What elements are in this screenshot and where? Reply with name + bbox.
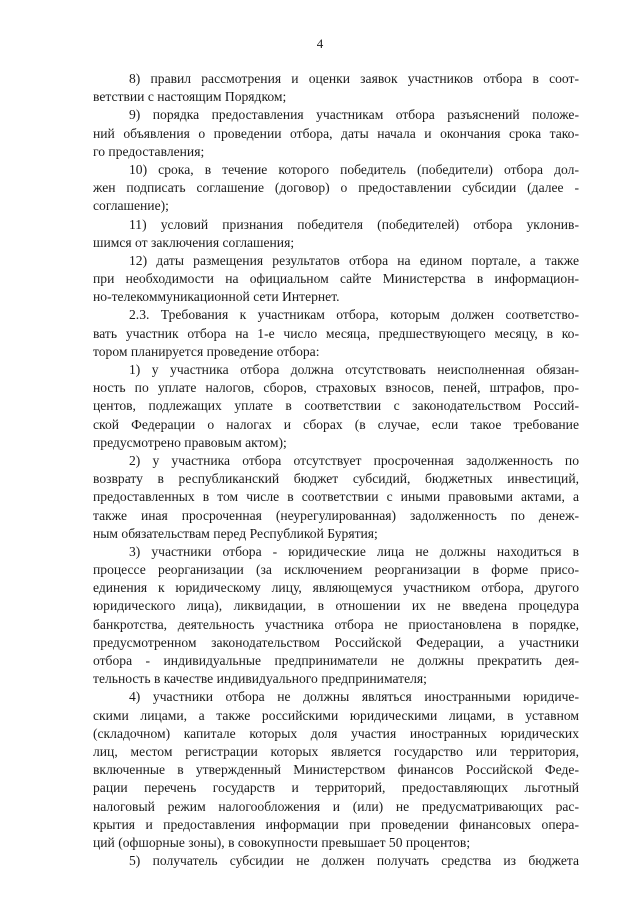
text-line: жен подписать соглашение (договор) о предоставлении субсидии (далее - [93,180,579,196]
text-line: 8) правил рассмотрения и оценки заявок участников отбора в соот- [129,71,579,86]
text-line: 1) у участника отбора должна отсутствовать неисполненная обязан- [129,362,579,377]
text-line: рации перечень государств и территорий, предоставляющих льготный [93,780,579,796]
text-line: налоговый режим налогообложения и (или) не предусматривающих рас- [93,798,579,814]
page-number: 4 [316,36,324,51]
text-line: крытия и предоставления информации при проведении финансовых опера- [93,816,579,832]
text-line: ным обязательствам перед Республикой Бурятия; [93,525,378,541]
text-line: 12) даты размещения результатов отбора на едином портале, а также [129,252,579,268]
text-line: ций (офшорные зоны), в совокупности превышает 50 процентов; [93,834,471,850]
text-line: при необходимости на официальном сайте Министерства в информацион- [93,271,579,287]
text-line: центов, подлежащих уплате в соответствии с законодательством Россий- [93,398,579,414]
text-line: ской Федерации о налогах и сборах (в случае, если такое требование [93,416,579,432]
text-line: банкротства, деятельность участника отбора не приостановлена в порядке, [93,616,579,632]
text-line: предоставленных в том числе в соответствии с иными правовыми актами, а [93,489,579,505]
text-line: но-телекоммуникационной сети Интернет. [93,289,340,305]
text-line: 11) условий признания победителя (победителей) отбора уклонив- [129,216,579,232]
text-line: лиц, местом регистрации которых является государство или территория, [93,743,579,759]
text-line: ний объявления о проведении отбора, даты начала и окончания срока тако- [93,125,579,141]
text-line: ность по уплате налогов, сборов, страховых взносов, пеней, штрафов, про- [93,380,579,396]
text-line: 2.3. Требования к участникам отбора, которым должен соответство- [129,307,579,323]
text-line: 3) участники отбора - юридические лица не должны находиться в [129,543,579,559]
text-line: 4) участники отбора не должны являться иностранными юридиче- [129,689,579,705]
text-line: го предоставления; [93,143,205,159]
text-line: ветствии с настоящим Порядком; [93,89,287,105]
text-line: 2) у участника отбора отсутствует просроченная задолженность по [129,452,579,468]
text-line: тельность в качестве индивидуального предпринимателя; [93,671,427,687]
text-line: возврату в республиканский бюджет субсидий, бюджетных инвестиций, [93,471,579,487]
text-line: тором планируется проведение отбора: [93,343,320,359]
text-line: также иная просроченная (неурегулированная) задолженность по денеж- [93,507,579,523]
text-line: 9) порядка предоставления участникам отбора разъяснений положе- [129,107,579,123]
text-line: процессе реорганизации (за исключением реорганизации в форме присо- [93,562,579,578]
text-line: скими лицами, а также российскими юридическими лицами, в уставном [93,707,579,723]
text-line: предусмотренном законодательством Российской Федерации, а участники [93,634,579,650]
text-line: юридического лица), ликвидации, в отношении их не введена процедура [93,598,579,614]
text-line: шимся от заключения соглашения; [93,234,295,250]
text-line: единения к юридическому лицу, являющемуся участником отбора, другого [93,580,579,596]
document-body [93,70,579,870]
text-line: соглашение); [93,198,169,214]
text-line: 10) срока, в течение которого победитель (победители) отбора дол- [129,161,579,177]
text-line: предусмотрено правовым актом); [93,434,287,450]
text-line: отбора - индивидуальные предприниматели не должны прекратить дея- [93,653,579,668]
text-line: (складочном) капитале которых доля участия иностранных юридических [93,725,579,741]
text-line: 5) получатель субсидии не должен получать средства из бюджета [129,853,579,869]
text-line: вать участник отбора на 1-е число месяца, предшествующего месяцу, в ко- [93,325,579,341]
text-line: включенные в утвержденный Министерством финансов Российской Феде- [93,762,579,778]
